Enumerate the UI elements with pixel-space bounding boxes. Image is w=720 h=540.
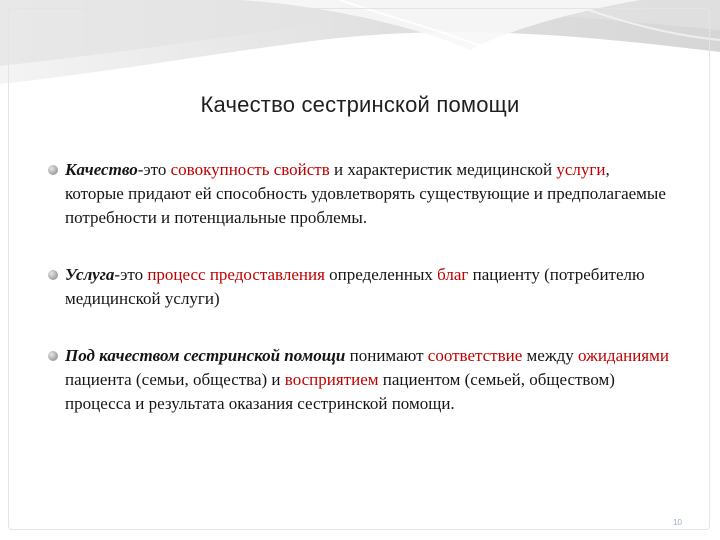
bullet-list [48, 158, 670, 416]
slide-title: Качество сестринской помощи [200, 92, 520, 117]
highlight: восприятием [284, 370, 379, 389]
text-segment: между [522, 346, 578, 365]
term: Качество [65, 160, 138, 179]
text-segment: , которые придают ей способность удовлетворять существующие и предполагаемые потребности и потенциальные проблемы. [65, 160, 666, 227]
bullet-icon [48, 270, 58, 280]
term: Под качеством сестринской помощи [65, 346, 346, 365]
highlight: соответствие [427, 346, 523, 365]
text-segment: пациентом (семьей, обществом) процесса и результата оказания сестринской помощи. [65, 370, 615, 413]
bullet-icon [48, 351, 58, 361]
list-item [48, 158, 670, 230]
highlight: процесс предоставления [147, 265, 325, 284]
page-number: 10 [673, 518, 682, 527]
text-segment: определенных [324, 265, 438, 284]
bullet-icon [48, 165, 58, 175]
highlight: благ [437, 265, 469, 284]
highlight: совокупность свойств [170, 160, 330, 179]
text-segment: пациента (семьи, общества) и [65, 370, 285, 389]
list-item [48, 344, 670, 416]
text-segment: пациенту (потребителю медицинской услуги) [65, 265, 645, 308]
list-item [48, 263, 670, 311]
text-segment: и характеристик медицинской [329, 160, 557, 179]
highlight: ожиданиями [578, 346, 669, 365]
term: Услуга [65, 265, 115, 284]
text-segment: -это [137, 160, 171, 179]
text-segment: понимают [345, 346, 428, 365]
text-segment: -это [114, 265, 148, 284]
highlight: услуги [556, 160, 606, 179]
